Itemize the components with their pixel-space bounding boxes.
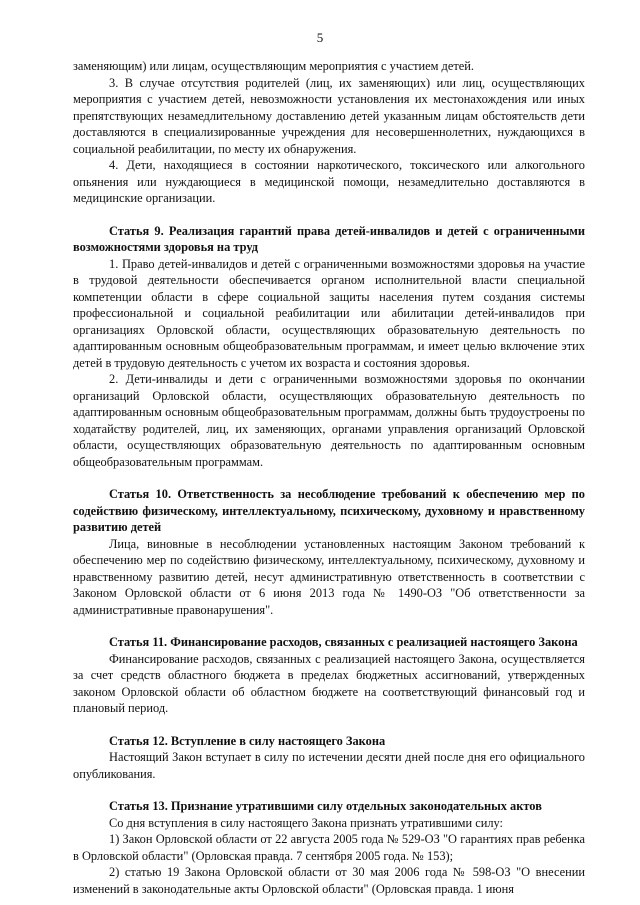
paragraph: 3. В случае отсутствия родителей (лиц, их заменяющих) или лиц, осуществляющих мероприятия с участием детей, невозможности установления их местонахождения или иных препятствующих незамедлительному доставлению детей указанным лицам обстоятельств дети доставляются в специализированные учреждения для несовершеннолетних, нуждающихся в социальной реабилитации, по месту их обнаружения. — [73, 75, 585, 156]
article-13-heading: Статья 13. Признание утратившими силу отдельных законодательных актов — [109, 799, 542, 813]
article-9-heading: Статья 9. Реализация гарантий права детей-инвалидов и детей с ограниченными возможностями здоровья на труд — [73, 223, 585, 254]
page-number: 5 — [316, 30, 324, 45]
article-11-heading: Статья 11. Финансирование расходов, связанных с реализацией настоящего Закона — [109, 635, 578, 649]
paragraph: 2) статью 19 Закона Орловской области от 30 мая 2006 года № 598-ОЗ "О внесении изменений в законодательные акты Орловской области" (Орловская правда. 1 июня — [73, 865, 585, 896]
paragraph: 1) Закон Орловской области от 22 августа 2005 года № 529-ОЗ "О гарантиях прав ребенка в Орловской области" (Орловская правда. 7 сентября 2005 года. № 153); — [73, 832, 585, 863]
paragraph: Настоящий Закон вступает в силу по истечении десяти дней после дня его официального опубликования. — [73, 750, 585, 781]
article-12-heading: Статья 12. Вступление в силу настоящего Закона — [109, 733, 386, 748]
document-body — [73, 58, 585, 897]
paragraph: Финансирование расходов, связанных с реализацией настоящего Закона, осуществляется за счет средств областного бюджета в пределах бюджетных ассигнований, утвержденных законом Орловской области об областном бюджете на соответствующий финансовый год и плановый период. — [73, 651, 585, 715]
article-10-heading: Статья 10. Ответственность за несоблюдение требований к обеспечению мер по содействию физическому, интеллектуальному, психическому, духовному и нравственному развитию детей — [73, 487, 585, 534]
paragraph: Лица, виновные в несоблюдении установленных настоящим Законом требований к обеспечению мер по содействию физическому, интеллектуальному, психическому, духовному и нравственному развитию детей, несут административную ответственность в соответствии с Законом Орловской области от 6 июня 2013 года № 1490-ОЗ "Об ответственности за административные правонарушения". — [73, 536, 585, 617]
paragraph: 2. Дети-инвалиды и дети с ограниченными возможностями здоровья по окончании организаций Орловской области, осуществляющих образовательную деятельность по адаптированным основным общеобразовательным программам, должны быть трудоустроены по ходатайству родителей, лиц, их заменяющих, органами управления организаций Орловской области, осуществляющих образовательную деятельность по адаптированным основным общеобразовательным программам. — [73, 372, 585, 469]
paragraph: 4. Дети, находящиеся в состоянии наркотического, токсического или алкогольного опьянения или нуждающиеся в медицинской помощи, незамедлительно доставляются в медицинские организации. — [73, 158, 585, 205]
paragraph: заменяющим) или лицам, осуществляющим мероприятия с участием детей. — [73, 59, 475, 73]
paragraph: Со дня вступления в силу настоящего Закона признать утратившими силу: — [109, 815, 503, 830]
paragraph: 1. Право детей-инвалидов и детей с ограниченными возможностями здоровья на участие в трудовой деятельности обеспечивается органом исполнительной власти специальной компетенции области в сфере социальной защиты населения путем создания системы профессиональной и социальной реабилитации или абилитации детей-инвалидов при организациях Орловской области, осуществляющих образовательную деятельность по адаптированным основным общеобразовательным программам, и имеет целью включение этих детей в трудовую деятельность с учетом их возраста и состояния здоровья. — [73, 256, 585, 370]
